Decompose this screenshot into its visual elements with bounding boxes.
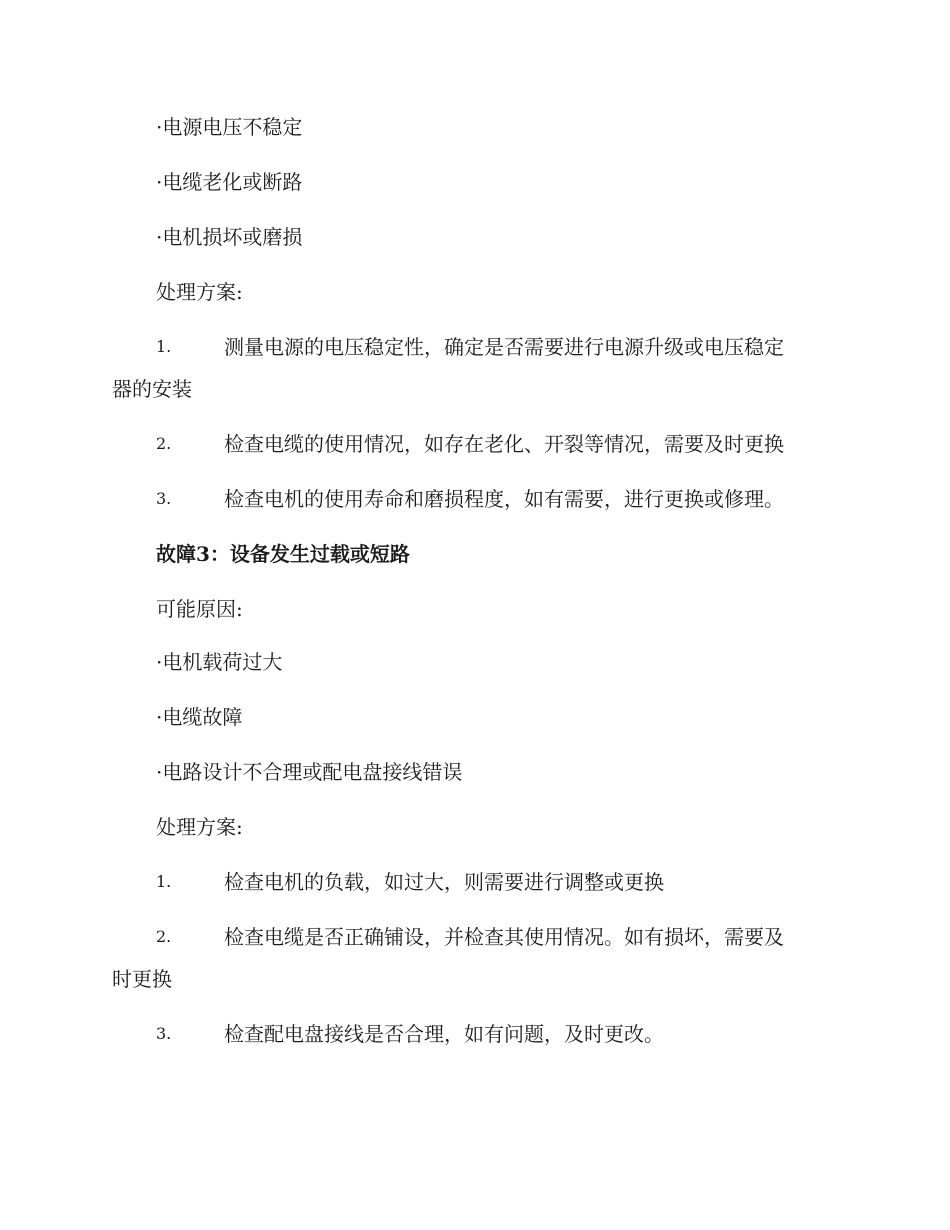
step-text: 检查电机的负载，如过大，则需要进行调整或更换: [224, 870, 664, 894]
cause-item: ·电缆故障: [156, 705, 243, 729]
step-text-continuation: 器的安装: [112, 377, 192, 401]
step-text: 检查配电盘接线是否合理，如有问题，及时更改。: [224, 1022, 664, 1046]
cause-label: 可能原因:: [156, 597, 243, 621]
step-number: 3.: [156, 1024, 172, 1043]
step-number: 1.: [156, 872, 172, 891]
solution-label: 处理方案:: [156, 280, 243, 304]
cause-item: ·电路设计不合理或配电盘接线错误: [156, 760, 463, 784]
cause-item: ·电缆老化或断路: [156, 170, 303, 194]
cause-item: ·电机损坏或磨损: [156, 225, 303, 249]
step-text: 检查电机的使用寿命和磨损程度，如有需要，进行更换或修理。: [224, 487, 784, 511]
solution-label: 处理方案:: [156, 815, 243, 839]
cause-item: ·电源电压不稳定: [156, 115, 303, 139]
step-text-continuation: 时更换: [112, 967, 172, 991]
step-number: 2.: [156, 434, 172, 453]
step-text: 检查电缆是否正确铺设，并检查其使用情况。如有损坏，需要及: [224, 925, 784, 949]
fault-heading: 故障3：设备发生过载或短路: [156, 542, 410, 566]
step-number: 3.: [156, 489, 172, 508]
cause-item: ·电机载荷过大: [156, 650, 283, 674]
step-text: 检查电缆的使用情况，如存在老化、开裂等情况，需要及时更换: [224, 432, 784, 456]
step-number: 1.: [156, 337, 172, 356]
step-number: 2.: [156, 927, 172, 946]
step-text: 测量电源的电压稳定性，确定是否需要进行电源升级或电压稳定: [224, 335, 784, 359]
